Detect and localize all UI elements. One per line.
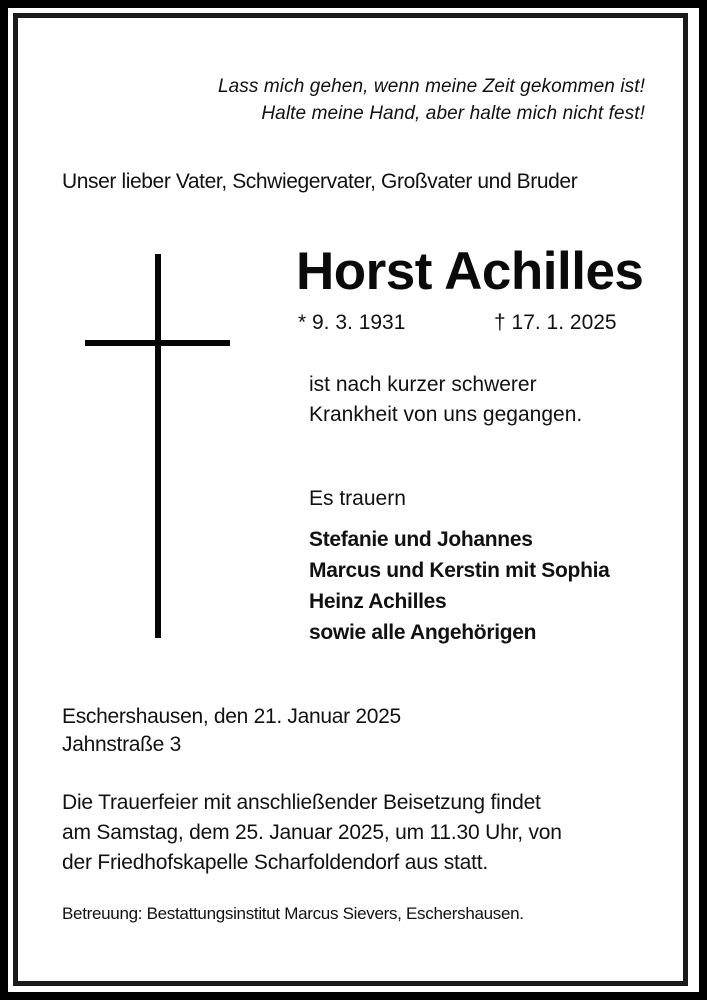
mourner-name: Heinz Achilles <box>309 590 447 613</box>
intro-text: Unser lieber Vater, Schwiegervater, Großvater und Bruder <box>62 170 578 193</box>
address-line: Jahnstraße 3 <box>62 733 181 756</box>
birth-date: * 9. 3. 1931 <box>298 311 406 334</box>
place-and-date <box>62 703 401 759</box>
ceremony-notice <box>62 788 562 878</box>
motto-line: Halte meine Hand, aber halte mich nicht fest! <box>261 103 645 124</box>
mourners-list <box>309 524 610 648</box>
passed-away-text <box>309 370 582 430</box>
mourner-name: Marcus und Kerstin mit Sophia <box>309 559 610 582</box>
deceased-name: Horst Achilles <box>296 242 644 301</box>
motto-line: Lass mich gehen, wenn meine Zeit gekommen ist! <box>217 76 645 97</box>
ceremony-line: am Samstag, dem 25. Januar 2025, um 11.30 Uhr, von <box>62 821 562 844</box>
mourner-name: Stefanie und Johannes <box>309 528 533 551</box>
funeral-home-credit: Betreuung: Bestattungsinstitut Marcus Sievers, Eschershausen. <box>62 904 524 923</box>
place-date-line: Eschershausen, den 21. Januar 2025 <box>62 705 401 728</box>
ceremony-line: der Friedhofskapelle Scharfoldendorf aus statt. <box>62 851 489 874</box>
death-date: † 17. 1. 2025 <box>494 311 617 334</box>
passed-line: Krankheit von uns gegangen. <box>309 403 583 426</box>
passed-line: ist nach kurzer schwerer <box>309 373 537 396</box>
motto-quote <box>218 73 645 127</box>
cross-horizontal-bar <box>85 340 230 346</box>
life-dates <box>298 309 617 337</box>
cross-vertical-bar <box>155 254 161 638</box>
mourners-label: Es trauern <box>309 487 406 510</box>
ceremony-line: Die Trauerfeier mit anschließender Beisetzung findet <box>62 791 541 814</box>
mourner-name: sowie alle Angehörigen <box>309 621 537 644</box>
